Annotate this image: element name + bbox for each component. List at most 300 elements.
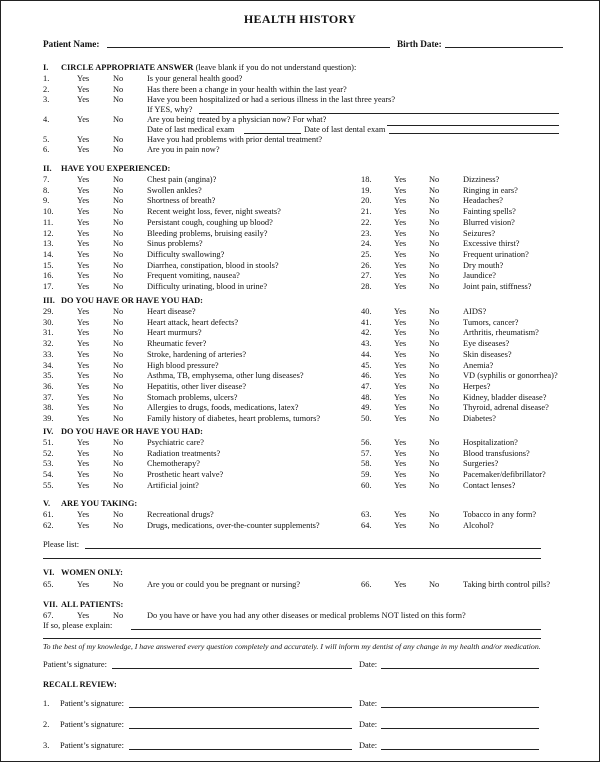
- no-option[interactable]: No: [113, 207, 124, 217]
- no-option[interactable]: No: [113, 392, 124, 402]
- recall-review-row: [1, 741, 599, 752]
- recall-signature-label: Patient’s signature:: [60, 741, 124, 750]
- no-option[interactable]: No: [429, 249, 440, 259]
- no-option[interactable]: No: [113, 185, 124, 195]
- yes-option[interactable]: Yes: [77, 175, 90, 184]
- page-title: HEALTH HISTORY: [243, 12, 357, 26]
- no-option[interactable]: No: [429, 403, 440, 413]
- question-number: 57.: [361, 448, 372, 458]
- no-option[interactable]: No: [429, 349, 440, 359]
- yes-option[interactable]: Yes: [394, 470, 407, 480]
- question-text: Radiation treatments?: [147, 448, 221, 458]
- yes-option[interactable]: Yes: [77, 510, 90, 519]
- no-option[interactable]: No: [113, 470, 124, 480]
- no-option[interactable]: No: [429, 328, 440, 338]
- question-number: 30.: [43, 317, 54, 327]
- no-option[interactable]: No: [429, 260, 440, 270]
- yes-option[interactable]: Yes: [77, 115, 90, 124]
- signature-date-field[interactable]: [381, 668, 539, 669]
- question-number: 20.: [361, 196, 372, 206]
- no-option[interactable]: No: [429, 282, 440, 291]
- yes-option[interactable]: Yes: [77, 228, 90, 238]
- yes-option[interactable]: Yes: [394, 282, 407, 291]
- section-2-title: HAVE YOU EXPERIENCED:: [61, 164, 171, 173]
- question-text: Recreational drugs?: [147, 510, 214, 519]
- no-option[interactable]: No: [429, 217, 440, 227]
- yes-option[interactable]: Yes: [77, 196, 90, 206]
- last-medical-exam-label: Date of last medical exam: [147, 125, 235, 134]
- no-option[interactable]: No: [429, 271, 440, 281]
- yes-option[interactable]: Yes: [394, 414, 407, 423]
- yes-option[interactable]: Yes: [77, 85, 90, 94]
- no-option[interactable]: No: [113, 381, 124, 391]
- no-option[interactable]: No: [113, 459, 124, 469]
- question-number: 7.: [43, 175, 50, 184]
- q2_right-question-row: [1, 175, 599, 186]
- question-number: 65.: [43, 580, 54, 589]
- no-option[interactable]: No: [429, 448, 440, 458]
- yes-option[interactable]: Yes: [394, 228, 407, 238]
- no-option[interactable]: No: [113, 271, 124, 281]
- yes-option[interactable]: Yes: [77, 470, 90, 480]
- section-1-question-row: [1, 74, 599, 85]
- question-text: Stroke, hardening of arteries?: [147, 349, 247, 359]
- if-so-field[interactable]: [131, 629, 541, 630]
- question-number: 60.: [361, 480, 372, 490]
- if-yes-why-label: If YES, why?: [147, 105, 193, 114]
- yes-option[interactable]: Yes: [77, 520, 90, 530]
- yes-option[interactable]: Yes: [394, 339, 407, 349]
- treatment-reason-field[interactable]: [387, 125, 559, 126]
- question-number: 8.: [43, 185, 50, 195]
- question-text: Are you or could you be pregnant or nursing?: [147, 580, 301, 589]
- question-text: AIDS?: [463, 307, 487, 316]
- yes-option[interactable]: Yes: [77, 271, 90, 281]
- last-medical-exam-field[interactable]: [244, 133, 301, 134]
- no-option[interactable]: No: [429, 470, 440, 480]
- yes-option[interactable]: Yes: [394, 349, 407, 359]
- yes-option[interactable]: Yes: [394, 371, 407, 381]
- no-option[interactable]: No: [113, 480, 124, 490]
- yes-option[interactable]: Yes: [77, 239, 90, 249]
- q3_right-question-row: [1, 361, 599, 372]
- no-option[interactable]: No: [113, 175, 124, 184]
- yes-option[interactable]: Yes: [394, 381, 407, 391]
- no-option[interactable]: No: [429, 196, 440, 206]
- question-number: 47.: [361, 381, 372, 391]
- no-option[interactable]: No: [113, 115, 124, 124]
- question-text: Tumors, cancer?: [463, 317, 519, 327]
- q3_right-question-row: [1, 307, 599, 318]
- question-text: VD (syphilis or gonorrhea)?: [463, 371, 558, 381]
- question-number: 40.: [361, 307, 372, 316]
- recall-signature-label: Patient’s signature:: [60, 699, 124, 708]
- yes-option[interactable]: Yes: [394, 438, 407, 447]
- question-text: Are you in pain now?: [147, 145, 220, 154]
- if-yes-why-field[interactable]: [199, 113, 559, 114]
- question-number: 64.: [361, 520, 372, 530]
- no-option[interactable]: No: [113, 228, 124, 238]
- no-option[interactable]: No: [113, 448, 124, 458]
- no-option[interactable]: No: [429, 360, 440, 370]
- yes-option[interactable]: Yes: [77, 74, 90, 83]
- yes-option[interactable]: Yes: [77, 448, 90, 458]
- yes-option[interactable]: Yes: [394, 580, 407, 589]
- question-text: Do you have or have you had any other diseases or medical problems NOT listed on this form?: [147, 611, 466, 620]
- no-option[interactable]: No: [113, 260, 124, 270]
- question-number: 24.: [361, 239, 372, 249]
- please-list-field-2[interactable]: [43, 558, 541, 559]
- yes-option[interactable]: Yes: [394, 328, 407, 338]
- question-number: 63.: [361, 510, 372, 519]
- q3_right-question-row: [1, 371, 599, 382]
- recall-date-field[interactable]: [381, 728, 539, 729]
- question-text: Blood transfusions?: [463, 448, 530, 458]
- yes-option[interactable]: Yes: [394, 459, 407, 469]
- yes-option[interactable]: Yes: [77, 249, 90, 259]
- q2_right-question-row: [1, 186, 599, 197]
- yes-option[interactable]: Yes: [77, 185, 90, 195]
- yes-option[interactable]: Yes: [77, 371, 90, 381]
- question-number: 38.: [43, 403, 54, 413]
- yes-option[interactable]: Yes: [394, 360, 407, 370]
- question-number: 32.: [43, 339, 54, 349]
- question-number: 54.: [43, 470, 54, 480]
- recall-review-title: RECALL REVIEW:: [43, 680, 117, 689]
- no-option[interactable]: No: [429, 520, 440, 530]
- question-number: 2.: [43, 85, 50, 94]
- question-text: Bleeding problems, bruising easily?: [147, 228, 268, 238]
- yes-option[interactable]: Yes: [77, 260, 90, 270]
- yes-option[interactable]: Yes: [77, 392, 90, 402]
- question-text: Seizures?: [463, 228, 496, 238]
- q2_right-question-row: [1, 282, 599, 293]
- yes-option[interactable]: Yes: [77, 480, 90, 490]
- question-text: Allergies to drugs, foods, medications, latex?: [147, 403, 299, 413]
- q5_right-question-row: [1, 510, 599, 521]
- no-option[interactable]: No: [113, 371, 124, 381]
- no-option[interactable]: No: [429, 381, 440, 391]
- yes-option[interactable]: Yes: [394, 207, 407, 217]
- question-number: 61.: [43, 510, 54, 519]
- question-text: Surgeries?: [463, 459, 499, 469]
- no-option[interactable]: No: [113, 520, 124, 530]
- question-text: Asthma, TB, emphysema, other lung diseases?: [147, 371, 304, 381]
- yes-option[interactable]: Yes: [394, 520, 407, 530]
- no-option[interactable]: No: [429, 371, 440, 381]
- if-so-field-2[interactable]: [43, 638, 541, 639]
- q4_right-question-row: [1, 438, 599, 449]
- yes-option[interactable]: Yes: [77, 339, 90, 349]
- no-option[interactable]: No: [429, 510, 440, 519]
- question-number: 55.: [43, 480, 54, 490]
- question-text: Kidney, bladder disease?: [463, 392, 547, 402]
- no-option[interactable]: No: [429, 580, 440, 589]
- q2_right-question-row: [1, 271, 599, 282]
- question-number: 11.: [43, 217, 54, 227]
- no-option[interactable]: No: [429, 239, 440, 249]
- no-option[interactable]: No: [113, 145, 124, 154]
- question-text: Arthritis, rheumatism?: [463, 328, 539, 338]
- question-number: 10.: [43, 207, 54, 217]
- yes-option[interactable]: Yes: [77, 145, 90, 154]
- yes-option[interactable]: Yes: [394, 403, 407, 413]
- no-option[interactable]: No: [113, 339, 124, 349]
- last-dental-exam-field[interactable]: [389, 133, 559, 134]
- yes-option[interactable]: Yes: [77, 217, 90, 227]
- q3_right-question-row: [1, 393, 599, 404]
- yes-option[interactable]: Yes: [77, 360, 90, 370]
- question-text: Blurred vision?: [463, 217, 515, 227]
- q4_right-question-row: [1, 449, 599, 460]
- question-text: Taking birth control pills?: [463, 580, 551, 589]
- question-text: Tobacco in any form?: [463, 510, 537, 519]
- q4_right-question-row: [1, 470, 599, 481]
- question-text: Frequent urination?: [463, 249, 529, 259]
- yes-option[interactable]: Yes: [77, 349, 90, 359]
- question-text: Headaches?: [463, 196, 503, 206]
- recall-number: 3.: [43, 741, 50, 750]
- yes-option[interactable]: Yes: [394, 392, 407, 402]
- yes-option[interactable]: Yes: [77, 328, 90, 338]
- question-text: Artificial joint?: [147, 480, 199, 490]
- birth-date-field[interactable]: [445, 47, 563, 48]
- question-number: 17.: [43, 282, 54, 291]
- yes-option[interactable]: Yes: [77, 207, 90, 217]
- question-text: Persistant cough, coughing up blood?: [147, 217, 273, 227]
- question-number: 49.: [361, 403, 372, 413]
- yes-option[interactable]: Yes: [77, 282, 90, 291]
- accuracy-statement: To the best of my knowledge, I have answered every question completely and accurately. I will inform my dentist of any change in my health and/or medication.: [43, 642, 541, 651]
- yes-option[interactable]: Yes: [394, 271, 407, 281]
- yes-option[interactable]: Yes: [394, 239, 407, 249]
- no-option[interactable]: No: [113, 135, 124, 144]
- yes-option[interactable]: Yes: [77, 438, 90, 447]
- question-number: 44.: [361, 349, 372, 359]
- no-option[interactable]: No: [113, 349, 124, 359]
- no-option[interactable]: No: [113, 95, 124, 104]
- question-number: 67.: [43, 611, 54, 620]
- question-text: Rheumatic fever?: [147, 339, 207, 349]
- question-number: 16.: [43, 271, 54, 281]
- section-1-note: (leave blank if you do not understand question):: [195, 63, 357, 72]
- no-option[interactable]: No: [429, 438, 440, 447]
- no-option[interactable]: No: [429, 228, 440, 238]
- please-list-field[interactable]: [85, 548, 541, 549]
- question-text: Chemotherapy?: [147, 459, 201, 469]
- no-option[interactable]: No: [113, 282, 124, 291]
- question-number: 59.: [361, 470, 372, 480]
- yes-option[interactable]: Yes: [77, 381, 90, 391]
- yes-option[interactable]: Yes: [394, 307, 407, 316]
- yes-option[interactable]: Yes: [394, 196, 407, 206]
- yes-option[interactable]: Yes: [77, 459, 90, 469]
- signature-field[interactable]: [112, 668, 352, 669]
- no-option[interactable]: No: [113, 307, 124, 316]
- yes-option[interactable]: Yes: [77, 414, 90, 423]
- no-option[interactable]: No: [113, 580, 124, 589]
- question-text: Hospitalization?: [463, 438, 518, 447]
- no-option[interactable]: No: [429, 175, 440, 184]
- yes-option[interactable]: Yes: [394, 480, 407, 490]
- yes-option[interactable]: Yes: [394, 448, 407, 458]
- no-option[interactable]: No: [429, 185, 440, 195]
- question-number: 31.: [43, 328, 54, 338]
- section-7-title: ALL PATIENTS:: [61, 600, 124, 609]
- question-text: Shortness of breath?: [147, 196, 216, 206]
- q3_right-question-row: [1, 350, 599, 361]
- question-number: 13.: [43, 239, 54, 249]
- question-number: 19.: [361, 185, 372, 195]
- q3_right-question-row: [1, 382, 599, 393]
- no-option[interactable]: No: [113, 414, 124, 423]
- question-text: Has there been a change in your health within the last year?: [147, 85, 347, 94]
- no-option[interactable]: No: [429, 392, 440, 402]
- yes-option[interactable]: Yes: [394, 317, 407, 327]
- section-3-number: III.: [43, 296, 55, 305]
- question-text: Prosthetic heart valve?: [147, 470, 224, 480]
- patient-name-field[interactable]: [107, 47, 390, 48]
- no-option[interactable]: No: [113, 239, 124, 249]
- question-text: Joint pain, stiffness?: [463, 282, 532, 291]
- recall-review-row: [1, 720, 599, 731]
- question-text: Frequent vomiting, nausea?: [147, 271, 240, 281]
- yes-option[interactable]: Yes: [394, 217, 407, 227]
- question-text: Hepatitis, other liver disease?: [147, 381, 247, 391]
- yes-option[interactable]: Yes: [394, 175, 407, 184]
- question-number: 52.: [43, 448, 54, 458]
- question-text: Drugs, medications, over-the-counter supplements?: [147, 520, 320, 530]
- question-number: 3.: [43, 95, 50, 104]
- recall-review-row: [1, 699, 599, 710]
- no-option[interactable]: No: [113, 510, 124, 519]
- question-number: 27.: [361, 271, 372, 281]
- no-option[interactable]: No: [113, 360, 124, 370]
- question-text: Heart murmurs?: [147, 328, 202, 338]
- no-option[interactable]: No: [429, 480, 440, 490]
- q2_right-question-row: [1, 218, 599, 229]
- q3_right-question-row: [1, 328, 599, 339]
- question-number: 4.: [43, 115, 50, 124]
- question-text: Stomach problems, ulcers?: [147, 392, 238, 402]
- yes-option[interactable]: Yes: [394, 260, 407, 270]
- question-text: Dry mouth?: [463, 260, 504, 270]
- no-option[interactable]: No: [113, 438, 124, 447]
- yes-option[interactable]: Yes: [77, 95, 90, 104]
- q2_right-question-row: [1, 250, 599, 261]
- question-number: 53.: [43, 459, 54, 469]
- yes-option[interactable]: Yes: [77, 135, 90, 144]
- recall-date-field[interactable]: [381, 707, 539, 708]
- question-number: 33.: [43, 349, 54, 359]
- question-text: Recent weight loss, fever, night sweats?: [147, 207, 281, 217]
- if-so-label: If so, please explain:: [43, 621, 113, 630]
- signature-date-label: Date:: [359, 660, 378, 669]
- recall-signature-field[interactable]: [129, 728, 352, 729]
- question-number: 37.: [43, 392, 54, 402]
- yes-option[interactable]: Yes: [77, 580, 90, 589]
- question-text: Diabetes?: [463, 414, 497, 423]
- yes-option[interactable]: Yes: [77, 403, 90, 413]
- yes-option[interactable]: Yes: [77, 317, 90, 327]
- no-option[interactable]: No: [429, 307, 440, 316]
- recall-number: 1.: [43, 699, 50, 708]
- question-number: 45.: [361, 360, 372, 370]
- signature-label: Patient’s signature:: [43, 660, 107, 669]
- question-number: 25.: [361, 249, 372, 259]
- question-text: Sinus problems?: [147, 239, 203, 249]
- section-1-title: CIRCLE APPROPRIATE ANSWER: [61, 63, 194, 72]
- question-text: Family history of diabetes, heart problems, tumors?: [147, 414, 321, 423]
- section-4-number: IV.: [43, 427, 54, 436]
- question-text: Is your general health good?: [147, 74, 243, 83]
- no-option[interactable]: No: [429, 207, 440, 217]
- no-option[interactable]: No: [429, 339, 440, 349]
- question-number: 41.: [361, 317, 372, 327]
- q4_right-question-row: [1, 481, 599, 492]
- no-option[interactable]: No: [113, 85, 124, 94]
- no-option[interactable]: No: [429, 459, 440, 469]
- section-5-title: ARE YOU TAKING:: [61, 499, 138, 508]
- question-text: Fainting spells?: [463, 207, 516, 217]
- no-option[interactable]: No: [113, 196, 124, 206]
- question-text: Have you been hospitalized or had a serious illness in the last three years?: [147, 95, 396, 104]
- section-6-number: VI.: [43, 568, 55, 577]
- yes-option[interactable]: Yes: [394, 185, 407, 195]
- question-text: High blood pressure?: [147, 360, 219, 370]
- no-option[interactable]: No: [113, 317, 124, 327]
- yes-option[interactable]: Yes: [77, 611, 90, 620]
- no-option[interactable]: No: [113, 249, 124, 259]
- q2_right-question-row: [1, 196, 599, 207]
- birth-date-label: Birth Date:: [397, 39, 442, 49]
- question-number: 29.: [43, 307, 54, 316]
- q5_right-question-row: [1, 521, 599, 532]
- question-number: 46.: [361, 371, 372, 381]
- q2_right-question-row: [1, 261, 599, 272]
- question-number: 35.: [43, 371, 54, 381]
- yes-option[interactable]: Yes: [394, 249, 407, 259]
- recall-signature-field[interactable]: [129, 749, 352, 750]
- question-text: Eye diseases?: [463, 339, 510, 349]
- question-number: 22.: [361, 217, 372, 227]
- yes-option[interactable]: Yes: [77, 307, 90, 316]
- last-dental-exam-label: Date of last dental exam: [304, 125, 386, 134]
- recall-signature-field[interactable]: [129, 707, 352, 708]
- no-option[interactable]: No: [113, 74, 124, 83]
- no-option[interactable]: No: [113, 403, 124, 413]
- question-number: 51.: [43, 438, 54, 447]
- no-option[interactable]: No: [113, 217, 124, 227]
- q2_right-question-row: [1, 229, 599, 240]
- question-number: 1.: [43, 74, 50, 83]
- recall-date-field[interactable]: [381, 749, 539, 750]
- no-option[interactable]: No: [113, 328, 124, 338]
- question-text: Psychiatric care?: [147, 438, 204, 447]
- question-text: Chest pain (angina)?: [147, 175, 217, 184]
- question-text: Anemia?: [463, 360, 494, 370]
- question-text: Difficulty swallowing?: [147, 249, 225, 259]
- please-list-label: Please list:: [43, 540, 80, 549]
- no-option[interactable]: No: [429, 317, 440, 327]
- q3_right-question-row: [1, 318, 599, 329]
- yes-option[interactable]: Yes: [394, 510, 407, 519]
- question-text: Skin diseases?: [463, 349, 512, 359]
- no-option[interactable]: No: [113, 611, 124, 620]
- recall-number: 2.: [43, 720, 50, 729]
- question-text: Have you had problems with prior dental treatment?: [147, 135, 323, 144]
- no-option[interactable]: No: [429, 414, 440, 423]
